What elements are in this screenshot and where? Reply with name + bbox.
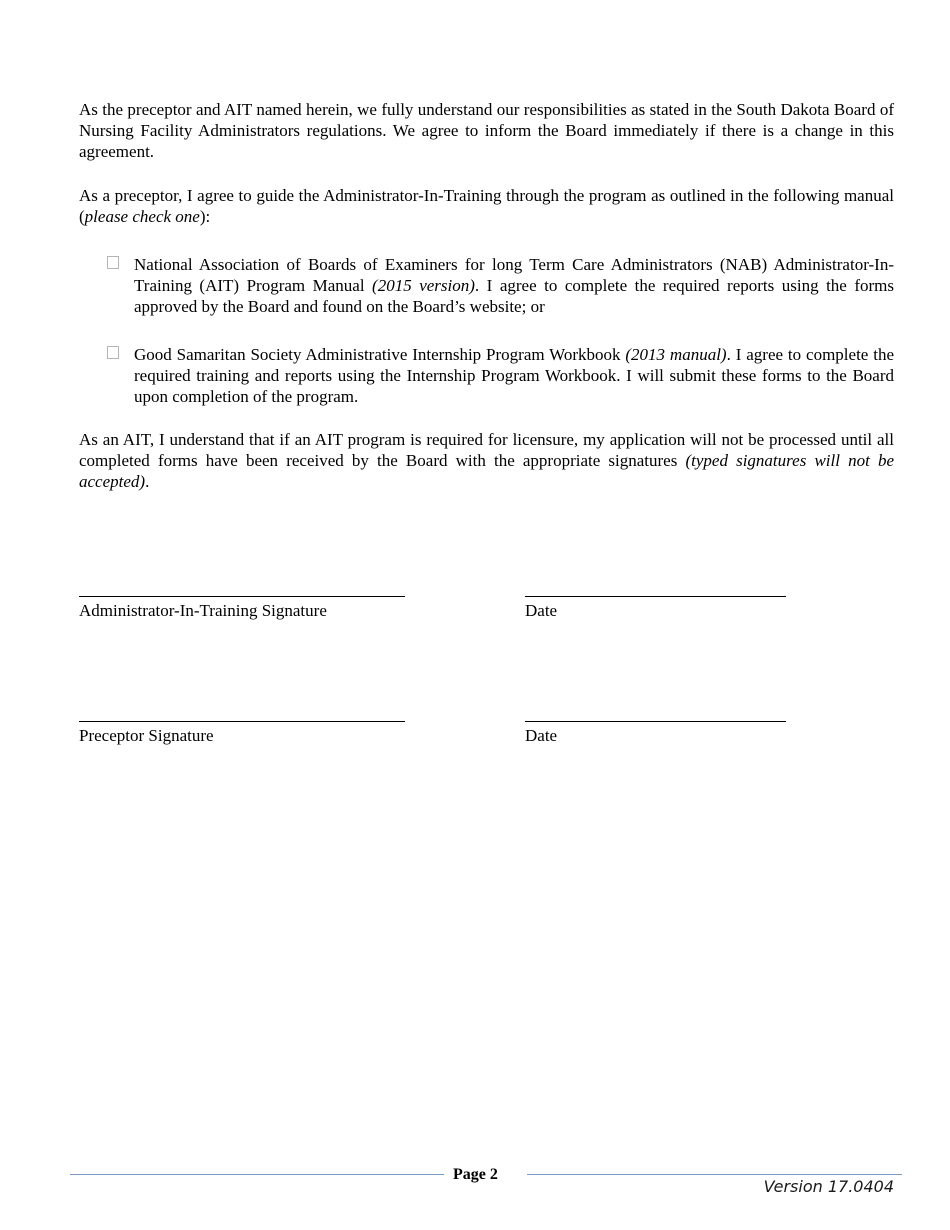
version-label: Version 17.0404 [763, 1177, 894, 1196]
nab-option-text-end: . I agree to complete the required reports using the forms approved by the Board and found on the Board’s website; or [134, 276, 894, 316]
typed-signatures-note: (typed signatures will not be accepted) [79, 451, 894, 491]
ait-signature-line[interactable] [79, 596, 405, 597]
nab-option-version: (2015 version) [372, 276, 475, 295]
ait-paragraph-end: . [145, 472, 150, 491]
ait-signature-label: Administrator-In-Training Signature [79, 601, 327, 620]
responsibility-paragraph: As the preceptor and AIT named herein, we fully understand our responsibilities as stated in the South Dakota Board of Nursing Facility Administrators regulations. We agree to inform the Board immediately if there is a change in this agreement. [79, 100, 894, 161]
preceptor-paragraph [79, 185, 894, 227]
good-samaritan-option [134, 344, 894, 407]
ait-paragraph-text: As an AIT, I understand that if an AIT program is required for licensure, my application will not be processed until all completed forms have been received by the Board with the appropriate signatures [79, 430, 894, 470]
ait-paragraph [79, 429, 894, 492]
check-instruction: please check one [84, 207, 200, 226]
preceptor-signature-label: Preceptor Signature [79, 726, 214, 745]
gs-option-version: (2013 manual) [625, 345, 727, 364]
preceptor-signature-line[interactable] [79, 721, 405, 722]
nab-option-text: National Association of Boards of Examiners for long Term Care Administrators (NAB) Administrator-In-Training (AIT) Program Manual [134, 255, 894, 295]
nab-manual-checkbox[interactable] [107, 256, 119, 269]
footer-rule-right [527, 1174, 902, 1175]
gs-option-text-end: . I agree to complete the required training and reports using the Internship Program Workbook. I will submit these forms to the Board upon completion of the program. [134, 345, 894, 406]
ait-date-label: Date [525, 601, 558, 620]
ait-date-line[interactable] [525, 596, 786, 597]
preceptor-paragraph-end: ): [199, 207, 211, 226]
good-samaritan-checkbox[interactable] [107, 346, 119, 359]
nab-manual-option [134, 254, 894, 317]
page-number: Page 2 [453, 1166, 498, 1183]
preceptor-paragraph-text: As a preceptor, I agree to guide the Administrator-In-Training through the program as outlined in the following manual ( [79, 186, 894, 226]
footer-rule-left [70, 1174, 444, 1175]
preceptor-date-line[interactable] [525, 721, 786, 722]
gs-option-text: Good Samaritan Society Administrative Internship Program Workbook [134, 345, 626, 364]
preceptor-date-label: Date [525, 726, 558, 745]
